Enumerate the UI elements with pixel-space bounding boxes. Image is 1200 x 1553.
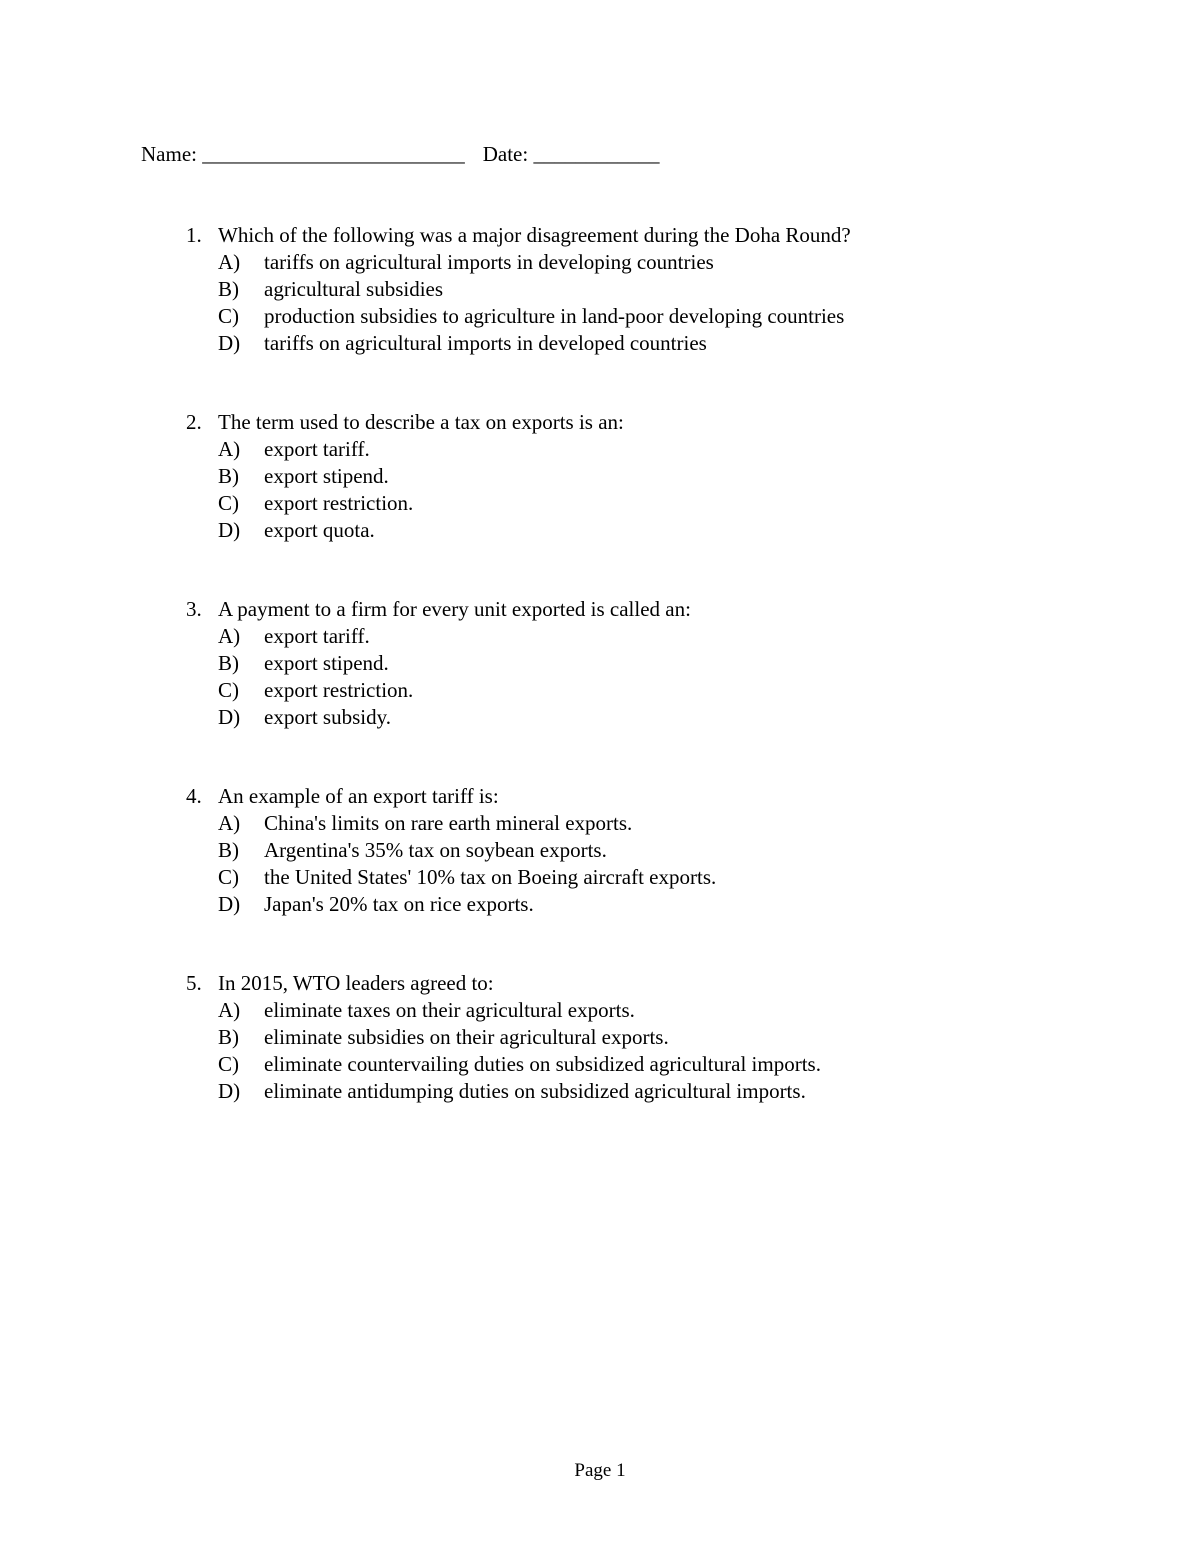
option-letter: A) — [218, 250, 241, 274]
option-letter: B) — [218, 277, 239, 301]
option-text: export tariff. — [264, 624, 370, 648]
option-b — [186, 650, 1086, 677]
question-text: The term used to describe a tax on exports is an: — [218, 410, 624, 434]
option-d — [186, 891, 1086, 918]
question-number: 3. — [186, 597, 202, 621]
option-letter: A) — [218, 998, 241, 1022]
option-c — [186, 677, 1086, 704]
question-stem — [186, 596, 1086, 623]
option-text: agricultural subsidies — [264, 277, 444, 301]
option-a — [186, 249, 1086, 276]
question-1 — [186, 222, 1086, 357]
question-text: Which of the following was a major disagreement during the Doha Round? — [218, 223, 851, 247]
option-a — [186, 623, 1086, 650]
option-letter: C) — [218, 304, 239, 328]
option-letter: B) — [218, 1025, 239, 1049]
option-text: Argentina's 35% tax on soybean exports. — [264, 838, 607, 862]
option-a — [186, 997, 1086, 1024]
question-4 — [186, 783, 1086, 918]
question-stem — [186, 222, 1086, 249]
option-a — [186, 810, 1086, 837]
option-text: eliminate taxes on their agricultural exports. — [264, 998, 635, 1022]
question-stem — [186, 409, 1086, 436]
date-field[interactable]: Date: ____________ — [482, 142, 660, 166]
question-number: 4. — [186, 784, 202, 808]
option-text: tariffs on agricultural imports in developed countries — [264, 331, 707, 355]
option-letter: B) — [218, 464, 239, 488]
option-letter: B) — [218, 838, 239, 862]
option-d — [186, 1078, 1086, 1105]
option-text: eliminate countervailing duties on subsidized agricultural imports. — [264, 1052, 821, 1076]
option-text: export subsidy. — [264, 705, 391, 729]
option-text: export stipend. — [264, 651, 389, 675]
option-text: China's limits on rare earth mineral exports. — [264, 811, 633, 835]
page-number: Page 1 — [574, 1460, 626, 1481]
option-letter: D) — [218, 892, 241, 916]
question-stem — [186, 970, 1086, 997]
option-a — [186, 436, 1086, 463]
question-text: A payment to a firm for every unit exported is called an: — [218, 597, 691, 621]
name-field[interactable]: Name: _________________________ — [141, 142, 465, 166]
option-letter: A) — [218, 437, 241, 461]
option-text: eliminate subsidies on their agricultural exports. — [264, 1025, 669, 1049]
option-letter: C) — [218, 865, 239, 889]
question-number: 1. — [186, 223, 202, 247]
option-text: production subsidies to agriculture in land-poor developing countries — [264, 304, 845, 328]
question-stem — [186, 783, 1086, 810]
option-d — [186, 517, 1086, 544]
question-list — [186, 222, 1086, 1157]
option-text: export tariff. — [264, 437, 370, 461]
option-b — [186, 1024, 1086, 1051]
option-text: export restriction. — [264, 491, 414, 515]
option-text: the United States' 10% tax on Boeing aircraft exports. — [264, 865, 717, 889]
option-text: export stipend. — [264, 464, 389, 488]
option-text: tariffs on agricultural imports in developing countries — [264, 250, 714, 274]
option-text: eliminate antidumping duties on subsidized agricultural imports. — [264, 1079, 806, 1103]
option-letter: D) — [218, 331, 241, 355]
option-b — [186, 837, 1086, 864]
option-letter: D) — [218, 705, 241, 729]
option-b — [186, 276, 1086, 303]
option-text: export restriction. — [264, 678, 414, 702]
question-number: 2. — [186, 410, 202, 434]
option-c — [186, 490, 1086, 517]
option-d — [186, 704, 1086, 731]
option-c — [186, 864, 1086, 891]
option-c — [186, 303, 1086, 330]
option-letter: C) — [218, 678, 239, 702]
option-letter: D) — [218, 518, 241, 542]
option-c — [186, 1051, 1086, 1078]
question-2 — [186, 409, 1086, 544]
option-letter: A) — [218, 811, 241, 835]
question-5 — [186, 970, 1086, 1105]
option-letter: C) — [218, 1052, 239, 1076]
option-text: Japan's 20% tax on rice exports. — [264, 892, 534, 916]
option-letter: B) — [218, 651, 239, 675]
option-text: export quota. — [264, 518, 375, 542]
name-date-header — [141, 142, 659, 167]
question-text: In 2015, WTO leaders agreed to: — [218, 971, 494, 995]
question-text: An example of an export tariff is: — [218, 784, 499, 808]
option-letter: A) — [218, 624, 241, 648]
option-letter: D) — [218, 1079, 241, 1103]
question-number: 5. — [186, 971, 202, 995]
question-3 — [186, 596, 1086, 731]
option-letter: C) — [218, 491, 239, 515]
option-d — [186, 330, 1086, 357]
option-b — [186, 463, 1086, 490]
